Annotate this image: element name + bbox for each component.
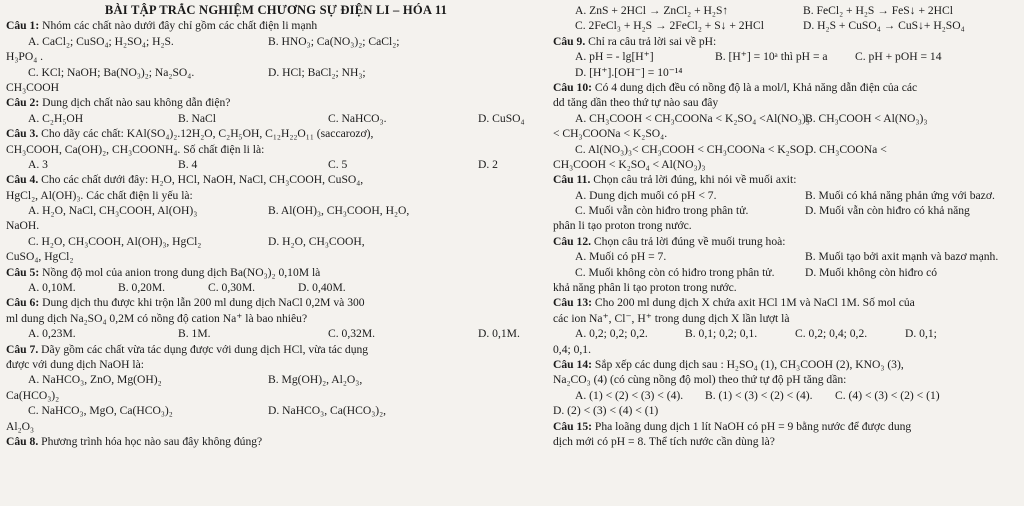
answer-option: A. 0,10M. (28, 281, 76, 295)
question-number: Câu 10: (553, 80, 592, 94)
answer-option: D. 2 (478, 157, 498, 171)
answer-option: C. Al(NO₃)₃< CH₃COOH < CH₃COONa < K₂SO₄ (575, 142, 809, 156)
question-text: Dung dịch chất nào sau không dẫn điện? (39, 96, 231, 110)
answer-options (6, 111, 546, 126)
text-line: Ca(HCO₃)₂ (6, 388, 60, 402)
answer-options (553, 18, 1019, 33)
answer-option: C. NaHCO₃. (328, 111, 387, 125)
question-number: Câu 8. (6, 434, 39, 448)
answer-option: C. Muối không còn có hiđro trong phân tử. (575, 265, 775, 279)
answer-option: C. 5 (328, 157, 348, 171)
answer-option: B. Muối có khả năng phản ứng với bazơ. (805, 188, 995, 202)
answer-options (553, 203, 1019, 218)
text-line: các ion Na⁺, Cl⁻, H⁺ trong dung dịch X lần lượt là (553, 311, 790, 325)
answer-options (553, 65, 1019, 80)
answer-option: A. Dung dịch muối có pH < 7. (575, 188, 717, 202)
answer-option: C. 0,2; 0,4; 0,2. (795, 327, 868, 341)
answer-option: D. CuSO₄ (478, 111, 525, 125)
question-stem (553, 357, 1019, 372)
question-stem (553, 295, 1019, 310)
text-line: được với dung dịch NaOH là: (6, 357, 144, 371)
answer-option: D. 0,1M. (478, 327, 520, 341)
question-stem (6, 342, 546, 357)
answer-option: A. ZnS + 2HCl → ZnCl₂ + H₂S↑ (575, 4, 729, 17)
answer-option: C. H₂O, CH₃COOH, Al(OH)₃, HgCl₂ (28, 234, 202, 248)
answer-option: B. 0,1; 0,2; 0,1. (685, 327, 758, 341)
question-stem (6, 95, 546, 110)
answer-options (6, 372, 546, 387)
text-line: D. (2) < (3) < (4) < (1) (553, 404, 659, 418)
answer-option: C. 0,32M. (328, 327, 376, 341)
answer-option: A. NaHCO₃, ZnO, Mg(OH)₂ (28, 373, 162, 387)
question-text: Chọn câu trả lời đúng, khi nói về muối axit: (590, 173, 797, 187)
answer-options (6, 403, 546, 418)
text-line: Na₂CO₃ (4) (có cùng nồng độ mol) theo thứ tự độ pH tăng dần: (553, 373, 847, 387)
answer-options (6, 157, 546, 172)
question-text: Pha loãng dung dịch 1 lít NaOH có pH = 9 bằng nước để được dung (591, 419, 912, 433)
question-text: Cho dãy các chất: KAl(SO₄)₂.12H₂O, C₂H₅OH, C₁₂H₂₂O₁₁ (saccarozơ), (38, 127, 374, 141)
answer-options (6, 326, 546, 341)
answer-option: C. Muối vẫn còn hiđro trong phân tử. (575, 204, 749, 218)
text-line: CH₃COOH < K₂SO₄ < Al(NO₃)₃ (553, 157, 706, 171)
answer-options (553, 388, 1019, 403)
answer-options (553, 265, 1019, 280)
question-text: Cho các chất dưới đây: H₂O, HCl, NaOH, NaCl, CH₃COOH, CuSO₄, (38, 173, 364, 187)
answer-option: C. 2FeCl₃ + H₂S → 2FeCl₂ + S↓ + 2HCl (575, 19, 764, 33)
question-number: Câu 4. (6, 173, 39, 187)
question-number: Câu 15: (553, 419, 592, 433)
question-number: Câu 1: (6, 19, 40, 33)
answer-option: C. pH + pOH = 14 (855, 50, 942, 64)
question-text: Có 4 dung dịch đều có nồng độ là a mol/l, Khả năng dẫn điện của các (591, 80, 918, 94)
question-number: Câu 11. (553, 173, 591, 187)
answer-option: A. 0,23M. (28, 327, 76, 341)
answer-option: A. 3 (28, 157, 48, 171)
question-text: Sắp xếp các dung dịch sau : H₂SO₄ (1), CH₃COOH (2), KNO₃ (3), (591, 357, 904, 371)
answer-option: D. CH₃COONa < (805, 142, 887, 156)
text-line: CH₃COOH, Ca(OH)₂, CH₃COONH₄. Số chất điện li là: (6, 142, 265, 156)
answer-option: A. CH₃COOH < CH₃COONa < K₂SO₄ <Al(NO₃)₃ (575, 111, 810, 125)
text-line: phân li tạo proton trong nước. (553, 219, 692, 233)
text-line: Al₂O₃ (6, 419, 35, 433)
question-stem (553, 34, 1019, 49)
question-stem (553, 234, 1019, 249)
question-stem (6, 172, 546, 187)
answer-options (6, 280, 546, 295)
question-stem (553, 419, 1019, 434)
answer-option: A. CaCl₂; CuSO₄; H₂SO₄; H₂S. (28, 34, 174, 48)
question-text: Chỉ ra câu trả lời sai về pH: (585, 34, 717, 48)
answer-options (553, 249, 1019, 264)
answer-option: B. 1M. (178, 327, 211, 341)
answer-options (553, 142, 1019, 157)
text-line: HgCl₂, Al(OH)₃. Các chất điện li yếu là: (6, 188, 193, 202)
question-number: Câu 3. (6, 127, 39, 141)
answer-option: B. 0,20M. (118, 281, 166, 295)
answer-option: B. 4 (178, 157, 198, 171)
answer-options (6, 203, 546, 218)
answer-option: B. NaCl (178, 111, 217, 125)
question-text: Phương trình hóa học nào sau đây không đúng? (38, 434, 263, 448)
answer-option: D. Muối không còn hiđro có (805, 265, 938, 279)
text-line: 0,4; 0,1. (553, 342, 592, 356)
answer-option: D. [H⁺].[OH⁻] = 10⁻¹⁴ (575, 65, 683, 79)
answer-options (553, 49, 1019, 64)
question-text: Chọn câu trả lời đúng về muối trung hoà: (591, 234, 786, 248)
answer-option: A. H₂O, NaCl, CH₃COOH, Al(OH)₃ (28, 204, 198, 218)
answer-option: D. H₂S + CuSO₄ → CuS↓+ H₂SO₄ (803, 19, 965, 33)
answer-option: D. HCl; BaCl₂; NH₃; (268, 65, 366, 79)
answer-options (6, 34, 546, 49)
question-number: Câu 5: (6, 265, 40, 279)
text-line: CuSO₄, HgCl₂ (6, 250, 74, 264)
answer-option: D. NaHCO₃, Ca(HCO₃)₂, (268, 404, 387, 418)
answer-option: C. 0,30M. (208, 281, 256, 295)
text-line: H₃PO₄ . (6, 50, 44, 64)
question-number: Câu 7. (6, 342, 39, 356)
text-line: < CH₃COONa < K₂SO₄. (553, 127, 668, 141)
question-number: Câu 6: (6, 296, 40, 310)
question-text: Nhóm các chất nào dưới đây chỉ gồm các chất điện li mạnh (39, 19, 318, 33)
question-text: Dung dịch thu được khi trộn lẫn 200 ml dung dịch NaCl 0,2M và 300 (39, 296, 365, 310)
answer-option: A. (1) < (2) < (3) < (4). (575, 388, 684, 402)
question-stem (553, 172, 1019, 187)
question-text: Nồng độ mol của anion trong dung dịch Ba(NO₃)₂ 0,10M là (39, 265, 321, 279)
text-line: dd tăng dần theo thứ tự nào sau đây (553, 96, 719, 110)
document-title: BÀI TẬP TRẮC NGHIỆM CHƯƠNG SỰ ĐIỆN LI – HÓA 11 (104, 3, 448, 17)
answer-option: D. H₂O, CH₃COOH, (268, 234, 365, 248)
answer-option: A. C₂H₅OH (28, 111, 84, 125)
text-line: CH₃COOH (6, 80, 59, 94)
question-stem (6, 265, 546, 280)
answer-option: B. Al(OH)₃, CH₃COOH, H₂O, (268, 204, 410, 218)
answer-option: B. HNO₃; Ca(NO₃)₂; CaCl₂; (268, 34, 400, 48)
text-line: dịch mới có pH = 8. Thể tích nước cần dùng là? (553, 434, 775, 448)
question-stem (553, 80, 1019, 95)
answer-option: C. NaHCO₃, MgO, Ca(HCO₃)₂ (28, 404, 173, 418)
right-column (553, 3, 1019, 449)
answer-option: B. CH₃COOH < Al(NO₃)₃ (805, 111, 928, 125)
question-stem (6, 126, 546, 141)
answer-option: D. 0,1; (905, 327, 937, 341)
question-stem (6, 18, 546, 33)
left-column (6, 3, 546, 449)
answer-option: B. Mg(OH)₂, Al₂O₃, (268, 373, 363, 387)
question-stem (6, 434, 546, 449)
answer-option: A. 0,2; 0,2; 0,2. (575, 327, 648, 341)
answer-options (553, 111, 1019, 126)
question-number: Câu 2: (6, 96, 40, 110)
answer-option: B. (1) < (3) < (2) < (4). (705, 388, 813, 402)
question-text: Cho 200 ml dung dịch X chứa axit HCl 1M và NaCl 1M. Số mol của (591, 296, 915, 310)
question-number: Câu 12. (553, 234, 592, 248)
answer-option: B. [H⁺] = 10ᵃ thì pH = a (715, 50, 828, 64)
answer-option: A. pH = - lg[H⁺] (575, 50, 654, 64)
answer-option: B. Muối tạo bởi axit mạnh và bazơ mạnh. (805, 250, 999, 264)
answer-option: C. (4) < (3) < (2) < (1) (835, 388, 940, 402)
question-number: Câu 14: (553, 357, 592, 371)
answer-options (6, 234, 546, 249)
answer-option: C. KCl; NaOH; Ba(NO₃)₂; Na₂SO₄. (28, 65, 195, 79)
answer-option: A. Muối có pH = 7. (575, 250, 667, 264)
question-number: Câu 13: (553, 296, 592, 310)
text-line: khả năng phân li tạo proton trong nước. (553, 281, 737, 295)
answer-options (6, 65, 546, 80)
answer-option: D. Muối vẫn còn hiđro có khả năng (805, 204, 970, 218)
text-line: ml dung dịch Na₂SO₄ 0,2M có nồng độ cation Na⁺ là bao nhiêu? (6, 311, 308, 325)
answer-options (553, 326, 1019, 341)
question-stem (6, 295, 546, 310)
answer-option: B. FeCl₂ + H₂S → FeS↓ + 2HCl (803, 4, 954, 17)
question-text: Dãy gồm các chất vừa tác dụng được với dung dịch HCl, vừa tác dụng (38, 342, 369, 356)
answer-options (553, 3, 1019, 18)
answer-options (553, 188, 1019, 203)
answer-option: D. 0,40M. (298, 281, 346, 295)
question-number: Câu 9. (553, 34, 586, 48)
text-line: NaOH. (6, 219, 40, 233)
